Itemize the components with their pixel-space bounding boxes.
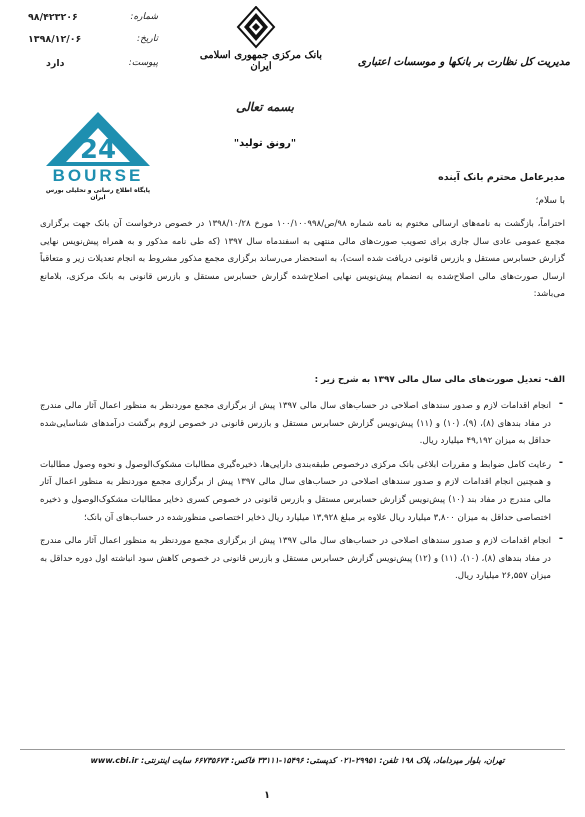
central-bank-emblem-icon bbox=[236, 6, 276, 50]
list-item bbox=[40, 533, 565, 586]
letter-number-value: ۹۸/۴۲۳۲۰۶ bbox=[28, 12, 78, 23]
svg-text:24: 24 bbox=[79, 135, 117, 165]
list-item bbox=[40, 457, 565, 527]
greeting: با سلام؛ bbox=[535, 196, 565, 206]
letter-date-label: تاریخ: bbox=[137, 34, 158, 44]
letter-date-value: ۱۳۹۸/۱۲/۰۶ bbox=[28, 34, 82, 45]
intro-paragraph: احتراماً، بازگشت به نامه‌های ارسالی مختوم به نامه شماره ۹۸/ص/۱۰۰/۱۰۰۹۹۸ مورخ ۱۳۹۸/۱۰/۲۸ در خصوص درخواست آن بانک جهت برگزاری مجمع عمومی عادی سال جاری برای تصویب صورت‌های مالی منتهی به اسفندماه سال ۱۳۹۷ (که طی نامه مذکور و به همراه پیش‌نویس نهایی گزارش حسابرس مستقل و بازرس قانونی دریافت شده است)، به استحضار می‌رساند برگزاری مجمع مذکور مشروط به انجام تعدیلات زیر و متعاقباً ارسال صورت‌های مالی اصلاح‌شده به انضمام پیش‌نویس نهایی اصلاح‌شده گزارش حسابرس مستقل و بازرس قانونی به بانک مرکزی، بلامانع می‌باشد: bbox=[40, 219, 565, 300]
bourse-triangle-icon bbox=[42, 110, 154, 168]
bullet-text-3: انجام اقدامات لازم و صدور سندهای اصلاحی در حساب‌های سال مالی ۱۳۹۷ پیش از برگزاری مجمع موردنظر به منظور اعمال آثار مالی مندرج در مفاد بندهای (۸)، (۱۰)، (۱۱) و (۱۲) پیش‌نویس گزارش حسابرس مستقل و بازرس قانونی در خصوص کاهش سود انباشته اول دوره حداقل به میزان ۲۶,۵۵۷ میلیارد ریال. bbox=[40, 536, 551, 582]
bullet-text-1: انجام اقدامات لازم و صدور سندهای اصلاحی در حساب‌های سال مالی ۱۳۹۷ پیش از برگزاری مجمع موردنظر به منظور اعمال آثار مالی مندرج در مفاد بندهای (۸)، (۹)، (۱۰) و (۱۱) پیش‌نویس گزارش حسابرس مستقل و بازرس قانونی در خصوص لزوم برگشت درآمدهای شناسایی‌شده حداقل به میزان ۴۹,۱۹۲ میلیارد ریال. bbox=[40, 401, 551, 447]
section-title: الف- تعدیل صورت‌های مالی سال مالی ۱۳۹۷ به شرح زیر : bbox=[314, 375, 565, 385]
footer-rule bbox=[20, 749, 565, 750]
recipient: مدیرعامل محترم بانک آینده bbox=[438, 172, 565, 183]
attachment-value: دارد bbox=[46, 58, 65, 69]
letter-number-label: شماره: bbox=[130, 12, 158, 22]
bullet-marker: - bbox=[558, 398, 563, 409]
bullet-text-2: رعایت کامل ضوابط و مقررات ابلاغی بانک مرکزی درخصوص طبقه‌بندی دارایی‌ها، ذخیره‌گیری مطالبات مشکوک‌الوصول و نحوه وصول مطالبات و همچنین انجام اقدامات لازم و صدور سندهای اصلاحی در حساب‌های سال مالی ۱۳۹۷ پیش از برگزاری مجمع موردنظر به منظور اعمال آثار مالی مندرج در مفاد بند (۱۰) پیش‌نویس گزارش حسابرس مستقل و بازرس قانونی در خصوص کسری ذخایر مطالبات مشکوک‌الوصول و ذخیره اختصاصی حداقل به میزان ۳,۸۰۰ میلیارد ریال علاوه بر مبلغ ۱۳,۹۲۸ میلیارد ریال ذخایر اختصاصی منظورشده در حساب‌های آن بانک؛ bbox=[40, 459, 551, 523]
bourse-caption: پایگاه اطلاع رسانی و تحلیلی بورس ایران bbox=[45, 187, 151, 201]
invocation-tagline: بسمه تعالی bbox=[235, 100, 295, 114]
bullet-marker: - bbox=[558, 456, 563, 468]
bourse-word: BOURSE bbox=[52, 166, 144, 185]
header bbox=[0, 0, 585, 114]
attachment-label: پیوست: bbox=[128, 58, 158, 68]
bank-name: بانک مرکزی جمهوری اسلامی ایران bbox=[199, 50, 323, 72]
list-item bbox=[40, 398, 565, 451]
bullet-marker: - bbox=[558, 533, 563, 545]
bullet-list bbox=[40, 398, 565, 586]
page-number: ۱ bbox=[263, 790, 271, 801]
footer-address: تهران، بلوار میرداماد، پلاک ۱۹۸ تلفن: ۲۹۹۵۱-۰۲۱ کدپستی: ۱۵۴۹۶-۳۳۱۱۱ فاکس: ۶۶۷۳۵۶۷۴ سایت اینترنتی: www.cbi.ir bbox=[90, 756, 505, 765]
department-name: مدیریت کل نظارت بر بانکها و موسسات اعتباری bbox=[357, 56, 570, 68]
bourse-logo bbox=[42, 110, 154, 201]
slogan: "رونق تولید" bbox=[233, 138, 297, 149]
